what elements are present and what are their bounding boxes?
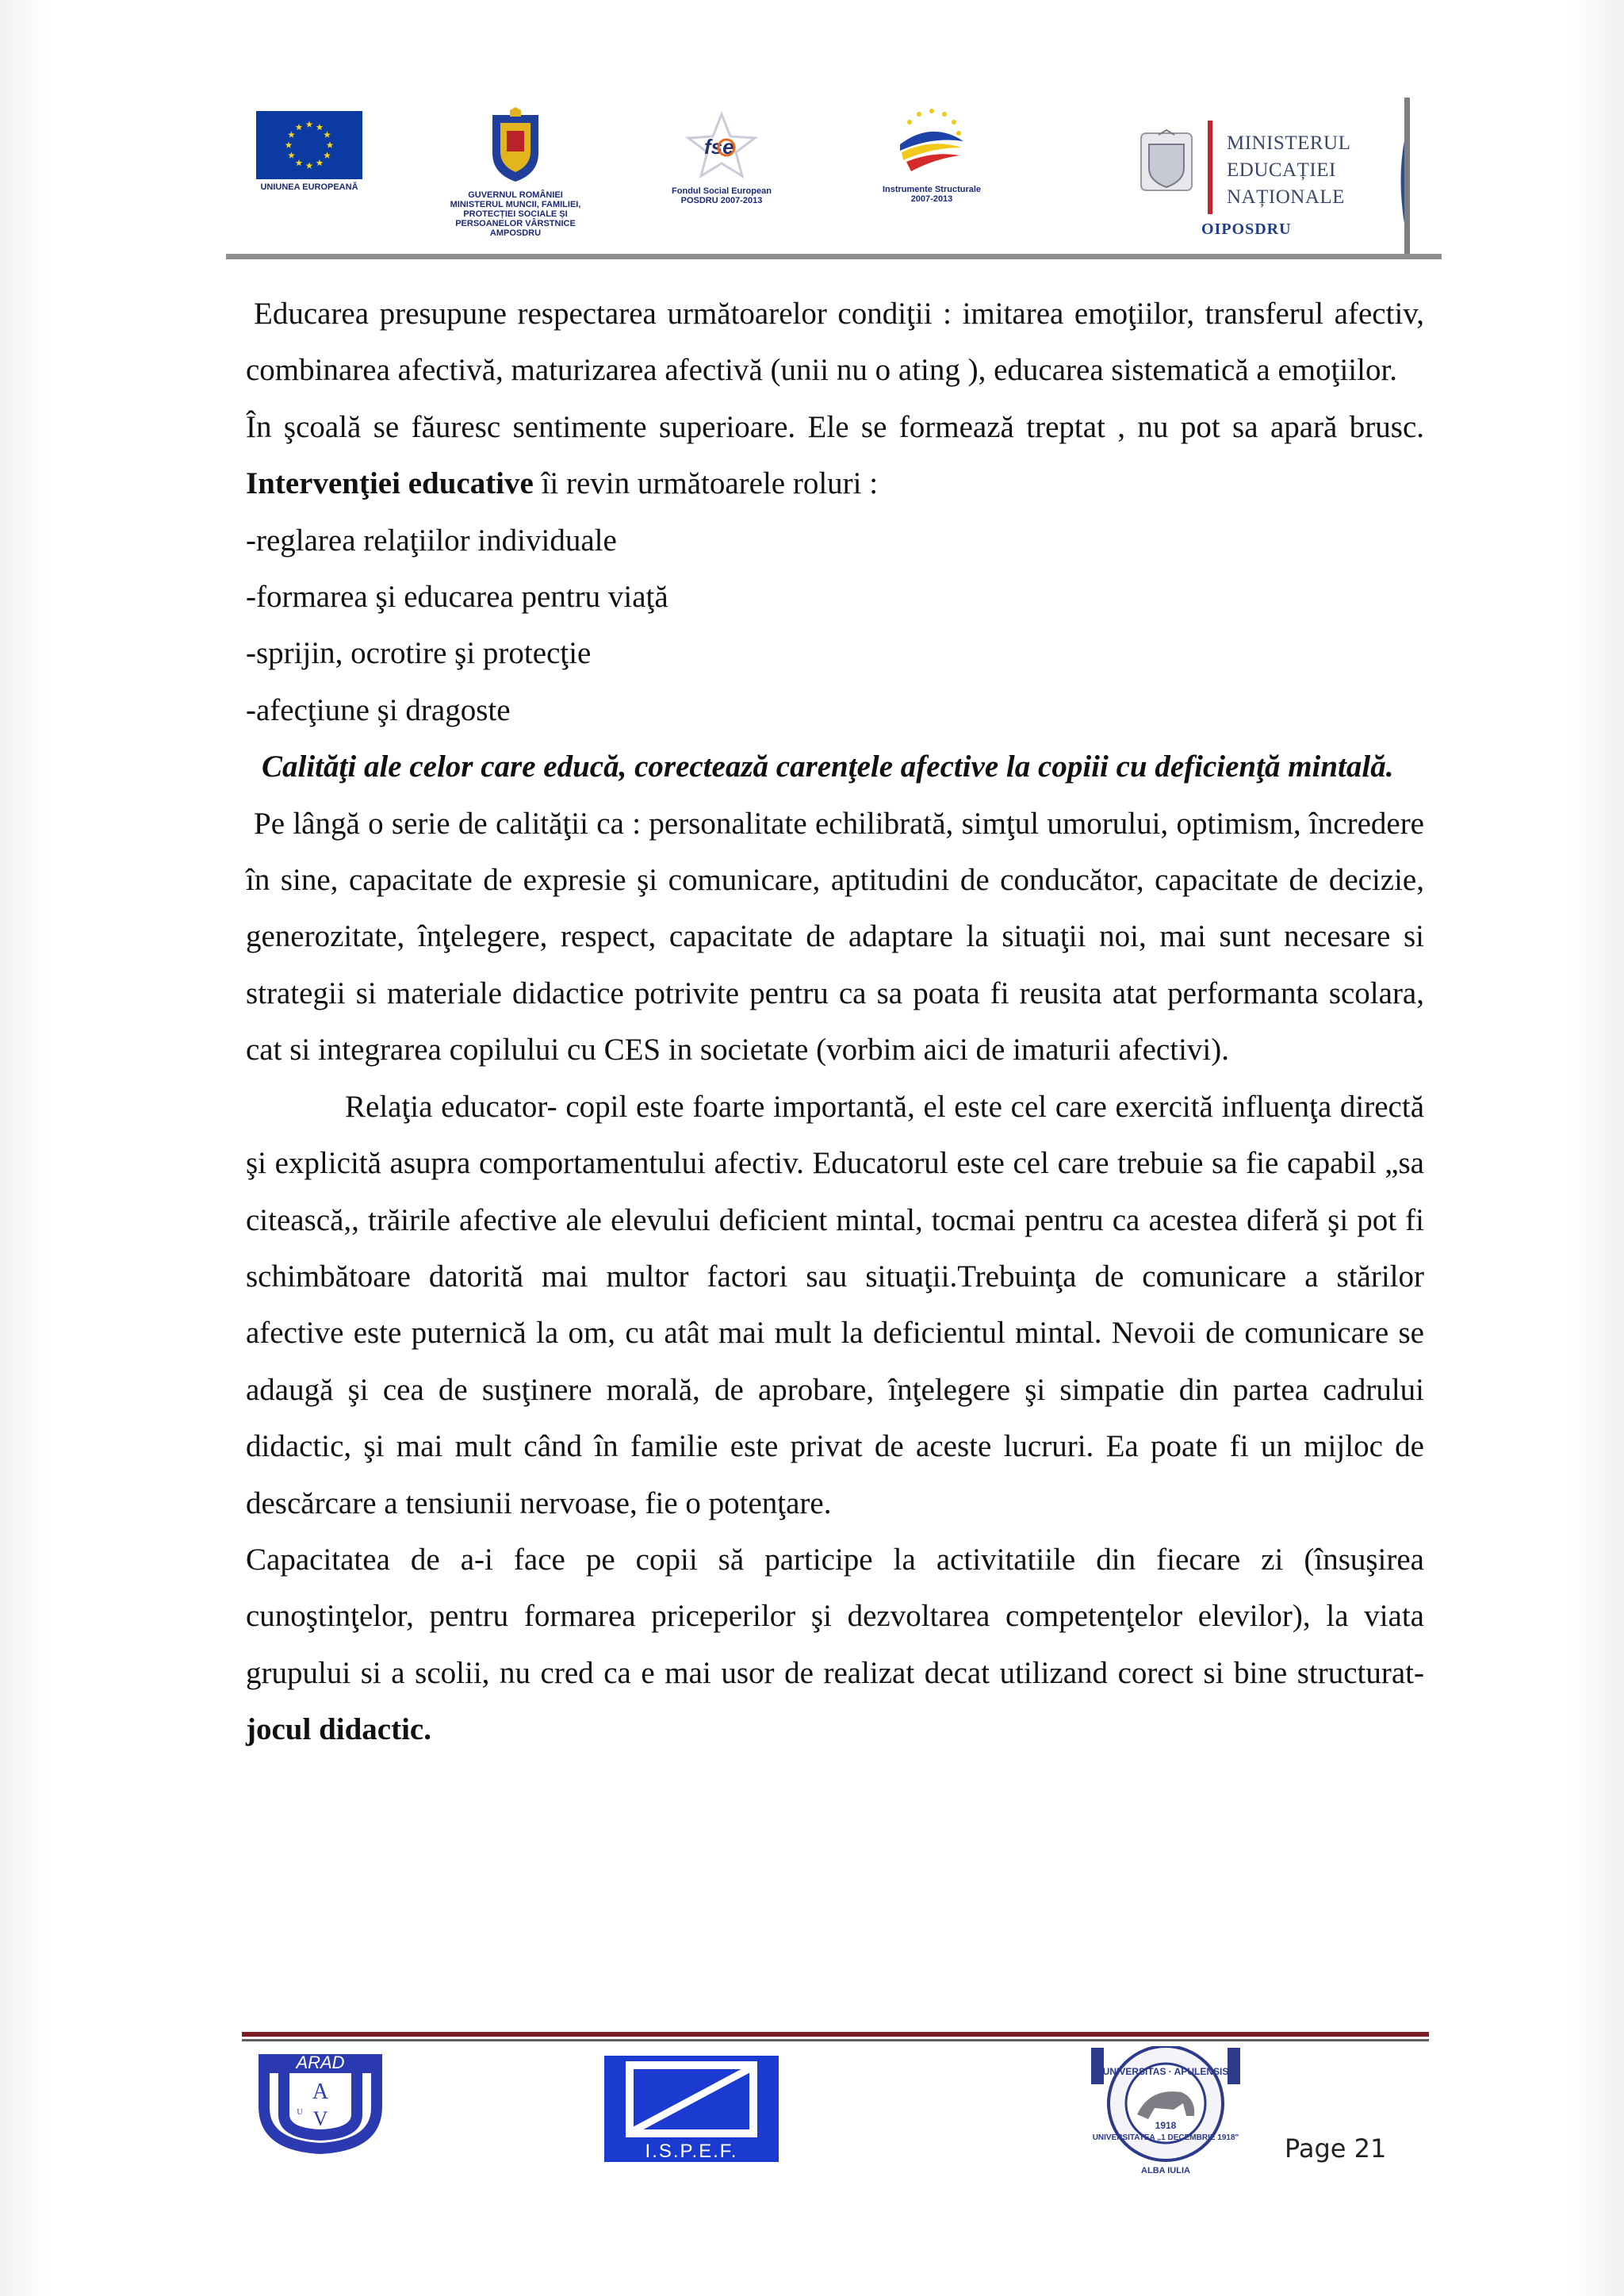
instrumente-structurale-logo [860, 105, 1003, 204]
interventiei-educative-bold: Intervenţiei educative [246, 466, 534, 501]
arad-university-logo [252, 2049, 389, 2157]
eu-star-icon [316, 124, 324, 130]
government-caption: GUVERNUL ROMÂNIEI MINISTERUL MUNCII, FAMILIEI, PROTECȚIEI SOCIALE ȘI PERSOANELOR VÂRSTNICE AMPOSDRU [450, 190, 581, 238]
government-logo [432, 107, 599, 238]
alba-iulia-university-logo [1078, 2046, 1253, 2178]
ministry-subtitle: OIPOSDRU [1201, 220, 1292, 238]
univ-city-text: ALBA IULIA [1141, 2166, 1190, 2175]
list-item: -sprijin, ocrotire şi protecţie [246, 636, 592, 671]
paragraph-scoala-end: îi revin următoarele roluri : [533, 466, 879, 501]
paragraph-capacitatea [246, 1531, 1424, 1758]
header-vertical-bar [1404, 98, 1410, 258]
list-item: -afecţiune şi dragoste [246, 692, 511, 727]
eu-logo [238, 111, 381, 192]
paragraph-educare: Educarea presupune respectarea următoarelor condiţii : imitarea emoţiilor, transferul afectiv, combinarea afectivă, maturizarea afectivă (unii nu o ating ), educarea sistematică a emoţiilor. [246, 297, 1424, 388]
header-rule [226, 254, 1442, 259]
eu-star-icon [288, 131, 295, 137]
eu-star-icon [324, 131, 331, 137]
arad-logo-letter: A [312, 2079, 329, 2104]
fse-star-icon [680, 111, 763, 179]
instrumente-structurale-icon [884, 105, 979, 178]
header [0, 0, 1624, 262]
jocul-didactic-bold: jocul didactic. [246, 1712, 431, 1747]
instrumente-caption: Instrumente Structurale 2007-2013 [882, 185, 982, 204]
eu-star-icon [296, 124, 303, 130]
eu-star-icon [324, 151, 331, 158]
eu-star-icon [316, 159, 324, 166]
paragraph-scoala [246, 399, 1424, 512]
fse-caption: Fondul Social European POSDRU 2007-2013 [672, 186, 772, 205]
arad-logo-text: ARAD [296, 2053, 345, 2072]
univ-year-text: 1918 [1155, 2120, 1177, 2131]
fse-mark: fse [704, 135, 734, 159]
eu-star-icon [296, 159, 303, 166]
page-number: Page 21 [1285, 2133, 1387, 2164]
eu-star-icon [327, 141, 334, 148]
romania-crest-icon [486, 107, 545, 183]
eu-flag-icon [256, 111, 362, 179]
ministry-logo [1138, 105, 1392, 243]
univ-arc-text: UNIVERSITAS · APULENSIS [1102, 2066, 1229, 2077]
ministry-emblem-icon [1138, 128, 1195, 195]
footer-rule [242, 2032, 1429, 2037]
eu-star-icon [306, 121, 313, 127]
arad-logo-letter: V [312, 2107, 328, 2130]
section-heading: Calităţi ale celor care educă, corectează carenţele afective la copiii cu deficienţă mintală. [262, 749, 1394, 784]
eu-star-icon [288, 151, 295, 158]
footer-rule-thin [242, 2039, 1429, 2041]
paragraph-calitati: Pe lângă o serie de calităţii ca : personalitate echilibrată, simţul umorului, optimism, încredere în sine, capacitate de expresie şi comunicare, aptitudini de conducător, capacitate de decizie, generozitate, înţelegere, respect, capacitate de adaptare la situaţii noi, mai sunt necesare si strategii si materiale didactice potrivite pentru ca sa poata fi reusita atat performanta scolara, cat si integrarea copilului cu CES in societate (vorbim aici de imaturii afectivi). [246, 806, 1424, 1068]
ispef-logo-text: I.S.P.E.F. [645, 2141, 738, 2162]
paragraph-relatia: Relaţia educator- copil este foarte importantă, el este cel care exercită influenţa directă şi explicită asupra comportamentului afectiv. Educatorul este cel care trebuie sa fie capabil „sa citească,, trăirile afective ale elevului deficient mintal, tocmai pentru ca acestea diferă şi pot fi schimbătoare datorită mai multor factori sau situaţii.Trebuinţa de comunicare a stărilor afective este puternică la om, cu atât mai mult la deficientul mintal. Nevoii de comunicare se adaugă şi cea de susţinere morală, de aprobare, înţelegere şi simpatie din partea cadrului didactic, şi mai mult când în familie este privat de aceste lucruri. Ea poate fi un mijloc de descărcare a tensiunii nervoase, fie o potenţare. [246, 1089, 1424, 1520]
ispef-logo [603, 2054, 780, 2164]
ministry-divider [1208, 121, 1212, 214]
paragraph-capacitatea-text: Capacitatea de a-i face pe copii să participe la activitatiile din fiecare zi (însuşirea cunoştinţelor, pentru formarea priceperilor şi dezvoltarea competenţelor elevilor), la viata grupului si a scolii, nu cred ca e mai usor de realizat decat utilizand corect si bine structurat- [246, 1542, 1424, 1690]
paragraph-scoala-text: În şcoală se făuresc sentimente superioare. Ele se formează treptat , nu pot sa apară brusc. [246, 409, 1424, 444]
ministry-title: MINISTERUL EDUCAȚIEI NAȚIONALE [1227, 132, 1351, 208]
eu-caption: UNIUNEA EUROPEANĂ [260, 182, 358, 192]
univ-sub-text: UNIVERSITATEA „1 DECEMBRIE 1918" [1092, 2133, 1239, 2142]
eu-star-icon [306, 162, 313, 168]
arad-logo-letter: U [297, 2108, 303, 2117]
list-item: -formarea şi educarea pentru viaţă [246, 580, 668, 615]
eu-star-icon [285, 141, 293, 148]
list-item: -reglarea relaţiilor individuale [246, 523, 617, 558]
fse-logo [650, 111, 793, 205]
document-body [246, 286, 1424, 1758]
